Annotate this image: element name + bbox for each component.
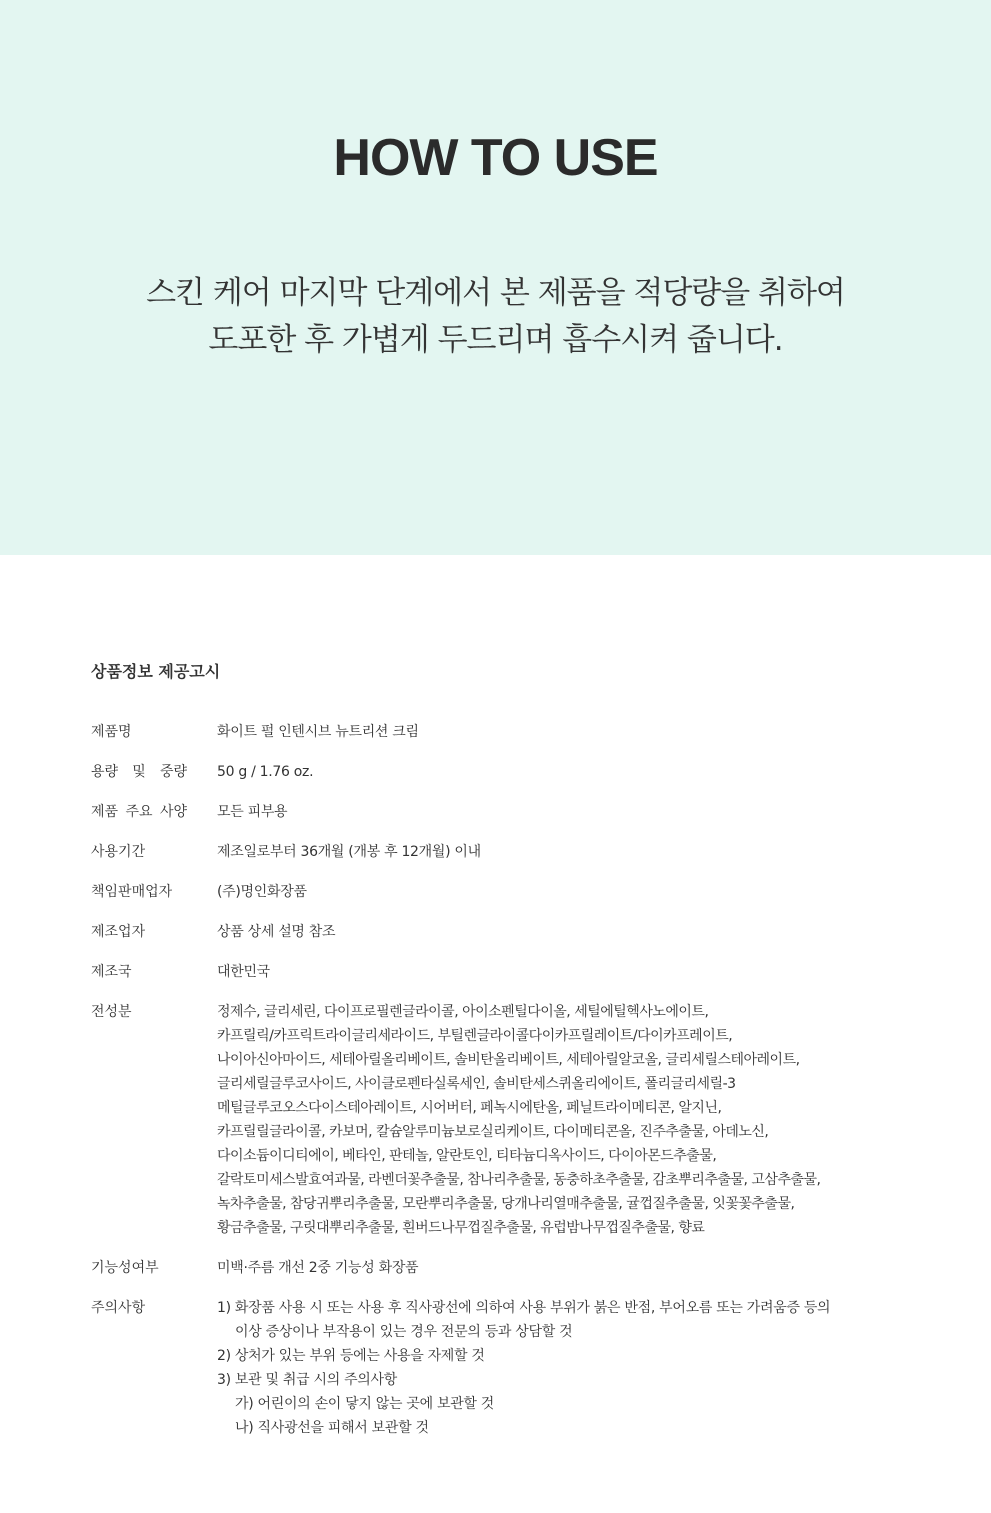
info-row-function [91, 1256, 901, 1280]
row-value: 화이트 펄 인텐시브 뉴트리션 크림 [217, 724, 419, 740]
row-label: 기능성여부 [91, 1260, 159, 1276]
caution-line: 1) 화장품 사용 시 또는 사용 후 직사광선에 의하여 사용 부위가 붉은 반점, 부어오름 또는 가려움증 등의 [217, 1300, 831, 1316]
row-label: 책임판매업자 [91, 884, 173, 900]
how-to-use-title: HOW TO USE [333, 129, 658, 187]
ingredients-line: 다이소듐이디티에이, 베타인, 판테놀, 알란토인, 티타늄디옥사이드, 다이아몬드추출물, [217, 1148, 717, 1164]
ingredients-line: 나이아신아마이드, 세테아릴올리베이트, 솔비탄올리베이트, 세테아릴알코올, 글리세릴스테아레이트, [217, 1052, 800, 1068]
row-value: (주)명인화장품 [217, 884, 307, 900]
ingredients-line: 정제수, 글리세린, 다이프로필렌글라이콜, 아이소펜틸다이올, 세틸에틸헥사노에이트, [217, 1004, 709, 1020]
row-label: 사용기간 [91, 844, 146, 860]
row-label: 전성분 [91, 1004, 132, 1020]
ingredients-line: 메틸글루코오스다이스테아레이트, 시어버터, 페녹시에탄올, 페닐트라이메티콘, 알지닌, [217, 1100, 722, 1116]
ingredients-line: 카프릴릭/카프릭트라이글리세라이드, 부틸렌글라이콜다이카프릴레이트/다이카프레이트, [217, 1028, 733, 1044]
product-info-table [91, 720, 901, 1456]
row-value: 모든 피부용 [217, 804, 288, 820]
ingredients-line: 녹차추출물, 참당귀뿌리추출물, 모란뿌리추출물, 당개나리열매추출물, 귤껍질추출물, 잇꽃꽃추출물, [217, 1196, 795, 1212]
info-row-period [91, 840, 901, 864]
caution-line: 가) 어린이의 손이 닿지 않는 곳에 보관할 것 [235, 1396, 495, 1412]
row-label: 용량 및 중량 [91, 764, 187, 780]
info-row-seller [91, 880, 901, 904]
info-row-capacity [91, 760, 901, 784]
info-row-spec [91, 800, 901, 824]
product-notice-title: 상품정보 제공고시 [91, 662, 221, 681]
caution-line: 나) 직사광선을 피해서 보관할 것 [235, 1420, 429, 1436]
info-row-ingredients [91, 1000, 901, 1240]
row-label: 주의사항 [91, 1300, 146, 1316]
caution-line: 이상 증상이나 부작용이 있는 경우 전문의 등과 상담할 것 [235, 1324, 573, 1340]
caution-line: 2) 상처가 있는 부위 등에는 사용을 자제할 것 [217, 1348, 485, 1364]
ingredients-line: 황금추출물, 구릿대뿌리추출물, 흰버드나무껍질추출물, 유럽밤나무껍질추출물, 향료 [217, 1220, 705, 1236]
description-line: 스킨 케어 마지막 단계에서 본 제품을 적당량을 취하여 [146, 275, 845, 311]
info-row-manufacturer [91, 920, 901, 944]
ingredients-line: 글리세릴글루코사이드, 사이클로펜타실록세인, 솔비탄세스퀴올리에이트, 폴리글리세릴-3 [217, 1076, 736, 1092]
row-value: 대한민국 [217, 964, 270, 980]
description-line: 도포한 후 가볍게 두드리며 흡수시켜 줍니다. [208, 322, 783, 358]
info-row-caution [91, 1296, 901, 1440]
row-value: 50 g / 1.76 oz. [217, 764, 314, 780]
ingredients-list [217, 1000, 901, 1240]
how-to-use-description [0, 270, 991, 364]
row-value: 미백·주름 개선 2중 기능성 화장품 [217, 1260, 419, 1276]
row-value: 상품 상세 설명 참조 [217, 924, 336, 940]
row-label: 제품명 [91, 724, 132, 740]
row-label: 제조업자 [91, 924, 146, 940]
how-to-use-banner [0, 0, 991, 555]
ingredients-line: 카프릴릴글라이콜, 카보머, 칼슘알루미늄보로실리케이트, 다이메티콘올, 진주추출물, 아데노신, [217, 1124, 769, 1140]
caution-line: 3) 보관 및 취급 시의 주의사항 [217, 1372, 397, 1388]
row-label: 제품 주요 사양 [91, 804, 187, 820]
info-row-product-name [91, 720, 901, 744]
row-label: 제조국 [91, 964, 132, 980]
row-value: 제조일로부터 36개월 (개봉 후 12개월) 이내 [217, 844, 481, 860]
ingredients-line: 갈락토미세스발효여과물, 라벤더꽃추출물, 참나리추출물, 동충하초추출물, 감초뿌리추출물, 고삼추출물, [217, 1172, 821, 1188]
info-row-country [91, 960, 901, 984]
caution-list [217, 1296, 901, 1440]
